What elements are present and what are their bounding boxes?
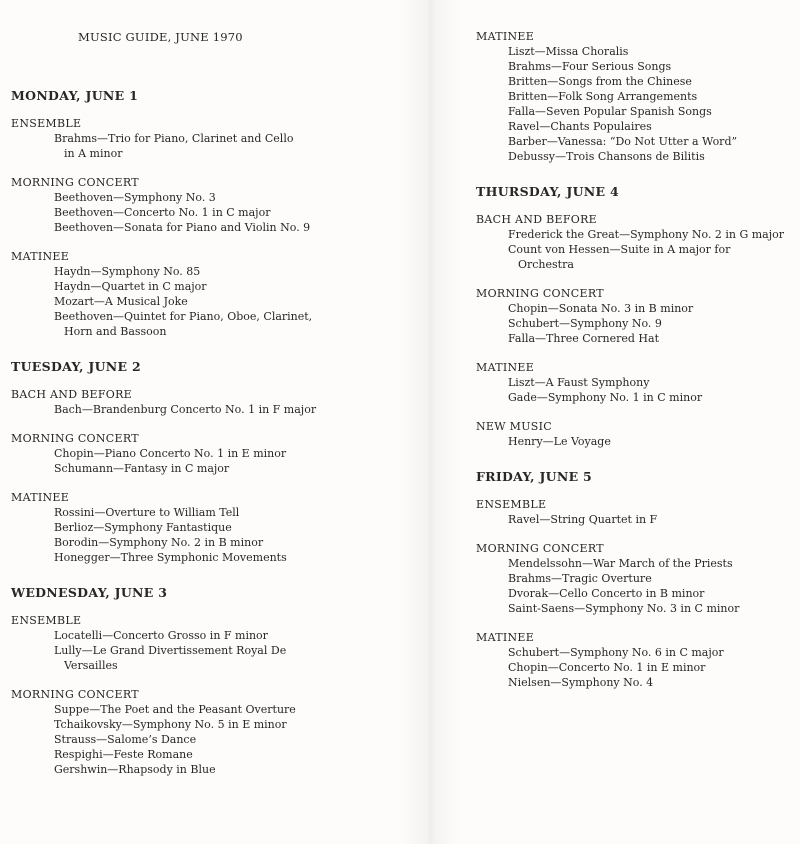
piece-item bbox=[476, 316, 796, 331]
program-section bbox=[476, 541, 796, 616]
piece-item bbox=[476, 434, 796, 449]
program-section bbox=[11, 387, 391, 417]
piece-item bbox=[11, 505, 391, 520]
piece-text: Beethoven—Concerto No. 1 in C major bbox=[54, 206, 271, 219]
program-section bbox=[476, 419, 796, 449]
piece-text: Falla—Seven Popular Spanish Songs bbox=[508, 105, 712, 118]
piece-item bbox=[476, 89, 796, 104]
piece-text: Haydn—Quartet in C major bbox=[54, 280, 207, 293]
piece-item bbox=[476, 375, 796, 390]
piece-list bbox=[476, 375, 796, 405]
section-title: MATINEE bbox=[11, 491, 70, 504]
piece-item bbox=[11, 747, 391, 762]
piece-item bbox=[476, 390, 796, 405]
piece-list bbox=[476, 301, 796, 346]
piece-text: Bach—Brandenburg Concerto No. 1 in F major bbox=[54, 403, 317, 416]
piece-list bbox=[11, 402, 391, 417]
piece-list bbox=[11, 264, 391, 339]
piece-item bbox=[11, 461, 391, 476]
piece-text: Ravel—Chants Populaires bbox=[508, 120, 652, 133]
piece-list bbox=[11, 505, 391, 565]
piece-text: Honegger—Three Symphonic Movements bbox=[54, 551, 287, 564]
piece-list bbox=[476, 434, 796, 449]
piece-item bbox=[476, 59, 796, 74]
piece-text: Nielsen—Symphony No. 4 bbox=[508, 676, 654, 689]
piece-item bbox=[11, 520, 391, 535]
section-title: BACH AND BEFORE bbox=[11, 388, 132, 401]
piece-item bbox=[11, 279, 391, 294]
program-section bbox=[476, 360, 796, 405]
piece-text: Schubert—Symphony No. 6 in C major bbox=[508, 646, 724, 659]
piece-list bbox=[11, 131, 391, 161]
piece-text: Chopin—Concerto No. 1 in E minor bbox=[508, 661, 706, 674]
section-title: BACH AND BEFORE bbox=[476, 213, 597, 226]
piece-text: Debussy—Trois Chansons de Bilitis bbox=[508, 150, 705, 163]
section-title: MORNING CONCERT bbox=[11, 688, 139, 701]
piece-text: Liszt—Missa Choralis bbox=[508, 45, 629, 58]
section-title: MATINEE bbox=[476, 361, 535, 374]
program-section bbox=[11, 431, 391, 476]
piece-text: Britten—Songs from the Chinese bbox=[508, 75, 692, 88]
piece-list bbox=[11, 628, 391, 673]
piece-text: Brahms—Trio for Piano, Clarinet and Cello bbox=[54, 132, 294, 145]
piece-text: Haydn—Symphony No. 85 bbox=[54, 265, 201, 278]
piece-text: Liszt—A Faust Symphony bbox=[508, 376, 650, 389]
piece-text: Brahms—Tragic Overture bbox=[508, 572, 652, 585]
section-title: MORNING CONCERT bbox=[11, 176, 139, 189]
piece-text: Chopin—Sonata No. 3 in B minor bbox=[508, 302, 694, 315]
piece-text: Lully—Le Grand Divertissement Royal De bbox=[54, 644, 287, 657]
day-heading: WEDNESDAY, JUNE 3 bbox=[11, 585, 168, 600]
piece-item bbox=[476, 556, 796, 571]
piece-text: Brahms—Four Serious Songs bbox=[508, 60, 672, 73]
piece-text: Tchaikovsky—Symphony No. 5 in E minor bbox=[54, 718, 287, 731]
program-section bbox=[11, 175, 391, 235]
piece-item bbox=[11, 762, 391, 777]
piece-item bbox=[11, 131, 391, 161]
piece-item bbox=[476, 660, 796, 675]
piece-text: Suppe—The Poet and the Peasant Overture bbox=[54, 703, 296, 716]
day-heading: MONDAY, JUNE 1 bbox=[11, 88, 139, 103]
piece-list bbox=[476, 556, 796, 616]
program-section bbox=[476, 630, 796, 690]
piece-text: Mendelssohn—War March of the Priests bbox=[508, 557, 733, 570]
piece-item bbox=[476, 227, 796, 242]
section-title: MATINEE bbox=[476, 631, 535, 644]
program-section bbox=[476, 286, 796, 346]
program-section bbox=[11, 249, 391, 339]
piece-text-continued: Horn and Bassoon bbox=[64, 325, 167, 338]
piece-item bbox=[476, 571, 796, 586]
piece-item bbox=[11, 205, 391, 220]
piece-text: Schumann—Fantasy in C major bbox=[54, 462, 230, 475]
day-heading: FRIDAY, JUNE 5 bbox=[476, 469, 593, 484]
piece-text: Gershwin—Rhapsody in Blue bbox=[54, 763, 216, 776]
piece-text: Ravel—String Quartet in F bbox=[508, 513, 658, 526]
day-heading: TUESDAY, JUNE 2 bbox=[11, 359, 142, 374]
piece-item bbox=[476, 74, 796, 89]
piece-text: Beethoven—Quintet for Piano, Oboe, Clarinet, bbox=[54, 310, 313, 323]
piece-item bbox=[476, 301, 796, 316]
piece-text: Count von Hessen—Suite in A major for bbox=[508, 243, 731, 256]
piece-text-continued: Versailles bbox=[64, 659, 118, 672]
piece-item bbox=[11, 309, 391, 339]
section-title: ENSEMBLE bbox=[11, 117, 82, 130]
piece-text: Beethoven—Symphony No. 3 bbox=[54, 191, 216, 204]
piece-text-continued: in A minor bbox=[64, 147, 123, 160]
section-title: MATINEE bbox=[11, 250, 70, 263]
piece-item bbox=[476, 586, 796, 601]
piece-item bbox=[11, 264, 391, 279]
section-title: MORNING CONCERT bbox=[476, 542, 604, 555]
piece-text: Frederick the Great—Symphony No. 2 in G major bbox=[508, 228, 785, 241]
piece-list bbox=[476, 512, 796, 527]
piece-item bbox=[11, 220, 391, 235]
section-title: ENSEMBLE bbox=[476, 498, 547, 511]
piece-item bbox=[11, 190, 391, 205]
piece-text: Locatelli—Concerto Grosso in F minor bbox=[54, 629, 268, 642]
program-section bbox=[11, 687, 391, 777]
piece-list bbox=[476, 227, 796, 272]
piece-item bbox=[476, 512, 796, 527]
piece-text: Saint-Saens—Symphony No. 3 in C minor bbox=[508, 602, 740, 615]
piece-item bbox=[476, 104, 796, 119]
section-title: MORNING CONCERT bbox=[11, 432, 139, 445]
piece-text: Barber—Vanessa: “Do Not Utter a Word” bbox=[508, 135, 738, 148]
piece-item bbox=[476, 119, 796, 134]
piece-text: Henry—Le Voyage bbox=[508, 435, 611, 448]
piece-text: Gade—Symphony No. 1 in C minor bbox=[508, 391, 703, 404]
section-title: NEW MUSIC bbox=[476, 420, 552, 433]
piece-text: Falla—Three Cornered Hat bbox=[508, 332, 660, 345]
piece-text: Dvorak—Cello Concerto in B minor bbox=[508, 587, 705, 600]
piece-item bbox=[11, 550, 391, 565]
program-section bbox=[476, 212, 796, 272]
piece-item bbox=[11, 294, 391, 309]
section-title: ENSEMBLE bbox=[11, 614, 82, 627]
piece-text: Rossini—Overture to William Tell bbox=[54, 506, 240, 519]
piece-item bbox=[11, 446, 391, 461]
piece-list bbox=[476, 44, 796, 164]
piece-text: Berlioz—Symphony Fantastique bbox=[54, 521, 232, 534]
piece-item bbox=[11, 717, 391, 732]
program-section bbox=[476, 29, 796, 164]
piece-item bbox=[476, 149, 796, 164]
piece-item bbox=[476, 331, 796, 346]
piece-item bbox=[11, 732, 391, 747]
piece-item bbox=[11, 535, 391, 550]
piece-text: Schubert—Symphony No. 9 bbox=[508, 317, 662, 330]
left-column bbox=[11, 88, 391, 791]
piece-item bbox=[476, 242, 796, 272]
program-section bbox=[11, 613, 391, 673]
piece-item bbox=[476, 601, 796, 616]
piece-list bbox=[11, 702, 391, 777]
piece-item bbox=[11, 628, 391, 643]
piece-item bbox=[11, 702, 391, 717]
piece-text: Britten—Folk Song Arrangements bbox=[508, 90, 698, 103]
piece-text: Chopin—Piano Concerto No. 1 in E minor bbox=[54, 447, 287, 460]
section-title: MORNING CONCERT bbox=[476, 287, 604, 300]
page-fold-shadow bbox=[400, 0, 460, 844]
piece-item bbox=[476, 645, 796, 660]
piece-text: Respighi—Feste Romane bbox=[54, 748, 193, 761]
piece-list bbox=[11, 190, 391, 235]
piece-text: Strauss—Salome’s Dance bbox=[54, 733, 197, 746]
day-heading: THURSDAY, JUNE 4 bbox=[476, 184, 619, 199]
piece-item bbox=[476, 134, 796, 149]
piece-text: Beethoven—Sonata for Piano and Violin No. 9 bbox=[54, 221, 311, 234]
piece-item bbox=[11, 643, 391, 673]
piece-list bbox=[476, 645, 796, 690]
piece-text: Borodin—Symphony No. 2 in B minor bbox=[54, 536, 264, 549]
piece-text: Mozart—A Musical Joke bbox=[54, 295, 188, 308]
piece-text-continued: Orchestra bbox=[518, 258, 574, 271]
program-section bbox=[11, 490, 391, 565]
piece-item bbox=[476, 44, 796, 59]
section-title: MATINEE bbox=[476, 30, 535, 43]
piece-item bbox=[11, 402, 391, 417]
page-title: MUSIC GUIDE, JUNE 1970 bbox=[78, 30, 243, 44]
right-column bbox=[476, 29, 796, 704]
piece-item bbox=[476, 675, 796, 690]
program-section bbox=[476, 497, 796, 527]
program-section bbox=[11, 116, 391, 161]
piece-list bbox=[11, 446, 391, 476]
